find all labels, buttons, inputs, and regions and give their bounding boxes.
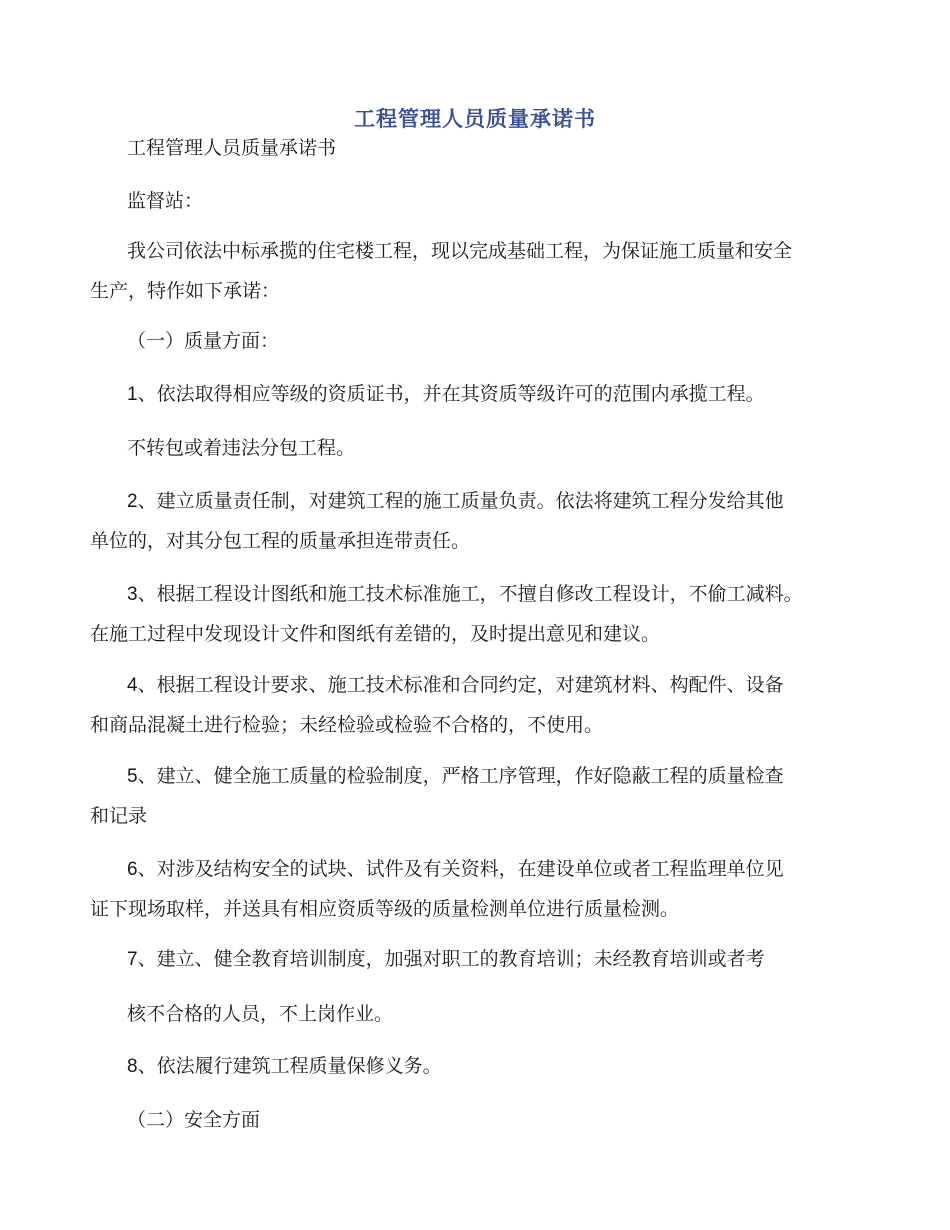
- item-text: 、根据工程设计图纸和施工技术标准施工，不擅自修改工程设计，不偷工减料。: [137, 583, 803, 605]
- item-number: 1: [127, 384, 138, 405]
- list-item: [127, 580, 803, 609]
- list-item: [127, 762, 784, 791]
- section-heading-safety: （二）安全方面: [127, 1109, 261, 1131]
- document-subtitle: 工程管理人员质量承诺书: [127, 137, 337, 159]
- item-text: 、根据工程设计要求、施工技术标准和合同约定，对建筑材料、构配件、设备: [137, 674, 784, 696]
- list-item: [127, 434, 355, 462]
- item-number: 6: [127, 859, 138, 880]
- item-text-continued: 单位的，对其分包工程的质量承担连带责任。: [90, 530, 471, 552]
- section-heading-quality: （一）质量方面：: [127, 330, 280, 352]
- item-text-continued: 在施工过程中发现设计文件和图纸有差错的，及时提出意见和建议。: [90, 623, 661, 645]
- item-text: 、依法履行建筑工程质量保修义务。: [137, 1055, 442, 1077]
- list-item: [127, 487, 784, 516]
- addressee: 监督站：: [127, 190, 204, 212]
- item-text: 核不合格的人员，不上岗作业。: [127, 1003, 394, 1025]
- list-item: [127, 380, 765, 409]
- intro-line-2: 生产，特作如下承诺：: [90, 280, 281, 302]
- document-title: 工程管理人员质量承诺书: [354, 106, 596, 131]
- item-number: 2: [127, 491, 138, 512]
- item-text-continued: 和记录: [90, 805, 148, 827]
- item-text: 、建立质量责任制，对建筑工程的施工质量负责。依法将建筑工程分发给其他: [137, 490, 784, 512]
- item-text: 、对涉及结构安全的试块、试件及有关资料，在建设单位或者工程监理单位见: [137, 858, 784, 880]
- item-number: 5: [127, 766, 138, 787]
- list-item: [127, 671, 784, 700]
- list-item: [127, 855, 784, 884]
- item-text: 不转包或着违法分包工程。: [127, 437, 356, 459]
- item-number: 3: [127, 584, 138, 605]
- item-number: 8: [127, 1056, 138, 1077]
- list-item: [127, 1000, 393, 1028]
- list-item: [127, 1052, 442, 1081]
- list-item: [127, 945, 765, 974]
- item-text: 、建立、健全施工质量的检验制度，严格工序管理，作好隐蔽工程的质量检查: [137, 765, 784, 787]
- item-text-continued: 证下现场取样，并送具有相应资质等级的质量检测单位进行质量检测。: [90, 898, 680, 920]
- item-text: 、建立、健全教育培训制度，加强对职工的教育培训；未经教育培训或者考: [137, 948, 765, 970]
- item-number: 7: [127, 949, 138, 970]
- item-text-continued: 和商品混凝土进行检验；未经检验或检验不合格的，不使用。: [90, 714, 604, 736]
- intro-line-1: 我公司依法中标承揽的住宅楼工程，现以完成基础工程，为保证施工质量和安全: [127, 240, 793, 262]
- item-number: 4: [127, 675, 138, 696]
- item-text: 、依法取得相应等级的资质证书，并在其资质等级许可的范围内承揽工程。: [137, 383, 765, 405]
